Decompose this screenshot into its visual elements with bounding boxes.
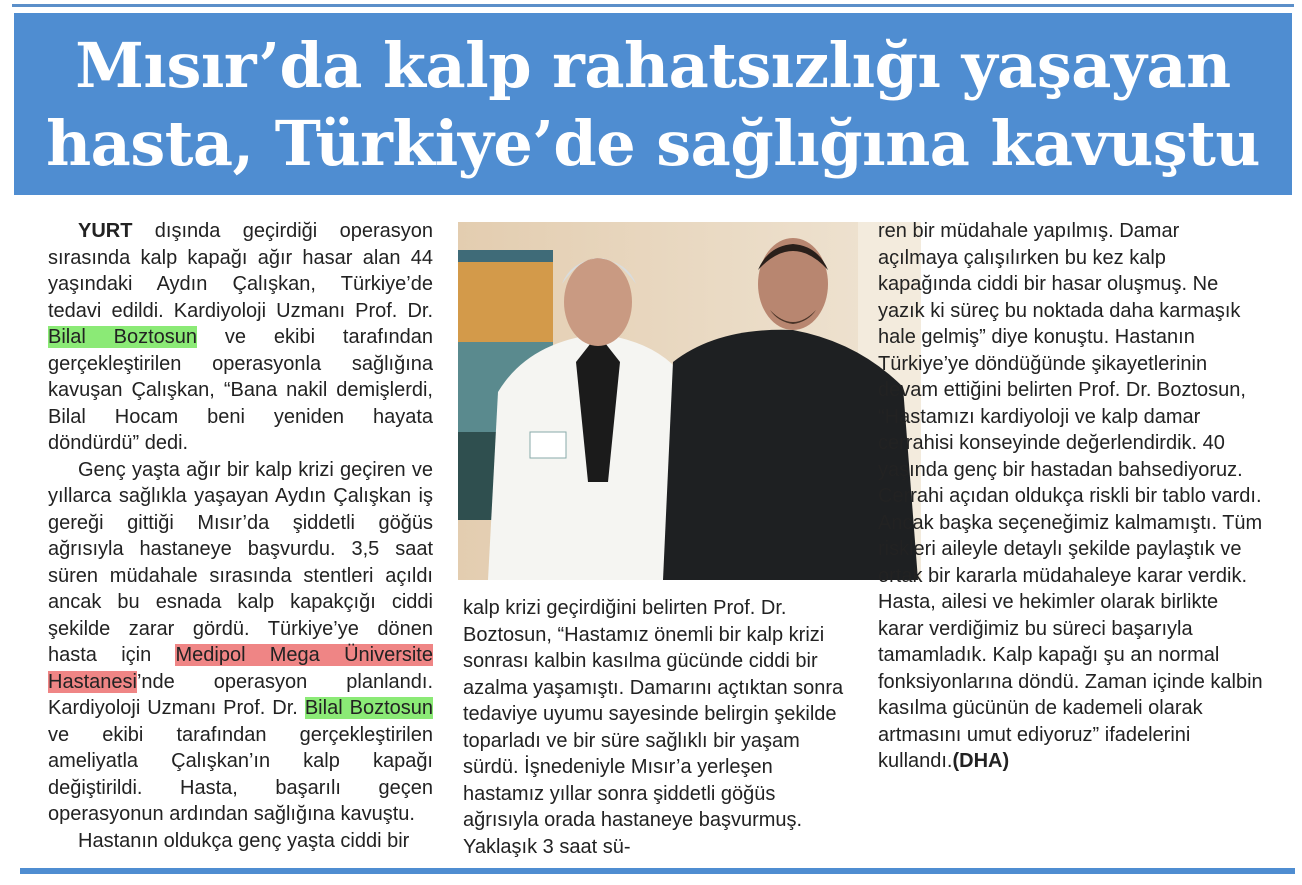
- paragraph-text: ren bir müdahale yapılmış. Damar açılmaya çalışılırken bu kez kalp kapağında ciddi bir hasar oluşmuş. Ne yazık ki süreç bu noktada daha karmaşık hale gelmiş” diye konuştu. Hastanın Türkiye’ye döndüğünde şikayetlerinin devam ettiğini belirten Prof. Dr. Boztosun, “Hastamızı kardiyoloji ve kalp damar cerrahisi konseyinde değerlendirdik. 40 yaşında genç bir hastadan bahsediyoruz. Cerrahi açıdan oldukça riskli bir tablo vardı. Ancak başka seçeneğimiz kalmamıştı. Tüm riskleri aileyle detaylı şekilde paylaştık ve ortak bir kararla müdahaleye karar verdik. Hasta, ailesi ve hekimler olarak birlikte karar verdiğimiz bu süreci başarıyla tamamladık. Kalp kapağı şu an normal fonksiyonlarına döndü. Zaman içinde kalbin kasılma gücünün de kademeli olarak artmasını umut ediyoruz” ifadelerini kullandı.: [878, 220, 1263, 772]
- headline-line-1: Mısır’da kalp rahatsızlığı yaşayan: [75, 29, 1231, 102]
- highlight-hospital-name: Medipol Mega Üniversite Hastanesi: [48, 644, 433, 693]
- article-column-2: [463, 595, 848, 860]
- paragraph-continued: kalp krizi geçirdiğini belirten Prof. Dr. Boztosun, “Hastamız önemli bir kalp krizi sonrası kalbin kasılma gücünde ciddi bir azalma yaşamıştı. Damarını açtıktan sonra tedaviye uyumu sayesinde belirgin şekilde toparladı ve bir süre sağlıklı bir yaşam sürdü. İşnedeniyle Mısır’a yerleşen hastamız yıllar sonra şiddetli göğüs ağrısıyla orada hastaneye başvurmuş. Yaklaşık 3 saat sü-: [463, 597, 844, 858]
- lead-word: YURT: [78, 220, 133, 242]
- news-source: (DHA): [952, 750, 1010, 772]
- paragraph-text: ve ekibi tarafından gerçekleştirilen operasyonla sağlığına kavuşan Çalışkan, “Bana nakil demişlerdi, Bilal Hocam beni yeniden hayata döndürdü” dedi.: [48, 326, 433, 454]
- paragraph-text: ve ekibi tarafından gerçekleştirilen ameliyatla Çalışkan’ın kalp kapağı değiştirildi. Hasta, başarılı geçen operasyonun ardından sağlığına kavuştu.: [48, 723, 433, 825]
- paragraph-text: ’nde operasyon planlandı. Kardiyoloji Uzmanı Prof. Dr.: [48, 670, 433, 719]
- paragraph-text: Genç yaşta ağır bir kalp krizi geçiren ve yıllarca sağlıkla yaşayan Aydın Çalışkan iş gereği gittiği Mısır’da şiddetli göğüs ağrısıyla hastaneye başvurdu. 3,5 saat süren müdahale sırasında stentleri açıldı ancak bu esnada kalp kapakçığı ciddi şekilde zarar gördü. Türkiye’ye dönen hasta için: [48, 458, 433, 666]
- headline-banner: [14, 13, 1292, 195]
- article-column-3: [878, 218, 1263, 775]
- paragraph-2: [48, 457, 433, 828]
- paragraph-1: [48, 218, 433, 457]
- highlight-doctor-name: Bilal Boztosun: [48, 326, 198, 348]
- headline: [14, 27, 1292, 183]
- paragraph-3: Hastanın oldukça genç yaşta ciddi bir: [78, 829, 410, 852]
- article-column-1: [48, 218, 433, 854]
- bottom-rule: [20, 868, 1295, 874]
- article-photo: [458, 222, 921, 580]
- paragraph-continued: [878, 218, 1263, 775]
- headline-line-2: hasta, Türkiye’de sağlığına kavuştu: [46, 107, 1260, 180]
- highlight-doctor-name: Bilal Boztosun: [304, 697, 433, 719]
- paragraph-text: dışında geçirdiği operasyon sırasında kalp kapağı ağır hasar alan 44 yaşındaki Aydın Çalışkan, Türkiye’de tedavi edildi. Kardiyoloji Uzmanı Prof. Dr.: [48, 220, 433, 322]
- top-rule: [12, 4, 1294, 7]
